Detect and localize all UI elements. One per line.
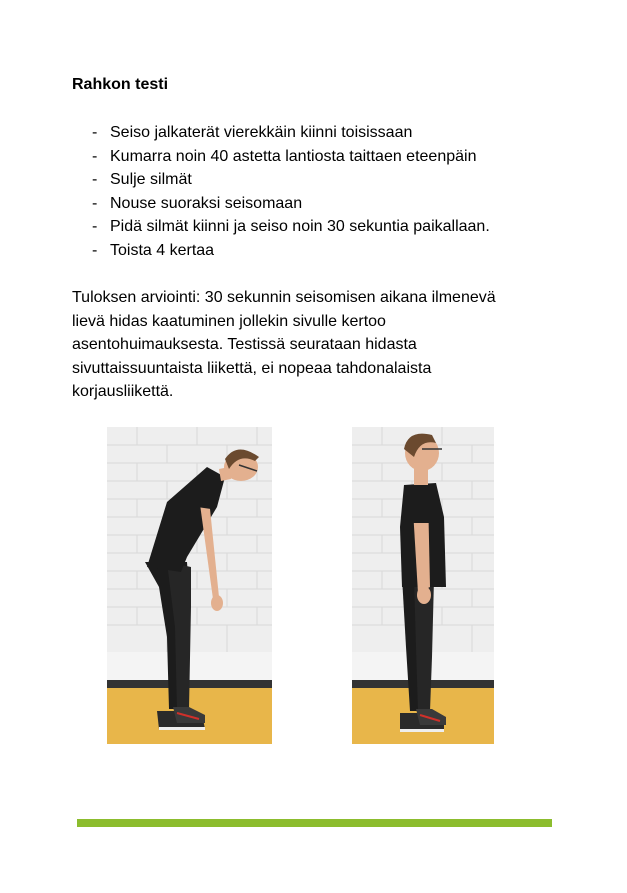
result-line: sivuttaissuuntaista liikettä, ei nopeaa tahdonalaista [72, 359, 432, 377]
result-line: korjausliikettä. [72, 383, 174, 400]
instruction-step [88, 239, 490, 263]
instruction-step [88, 121, 490, 145]
person-standing-photo [352, 427, 494, 744]
instruction-step [88, 192, 490, 216]
list-dash: - [92, 124, 98, 141]
instruction-text: Toista 4 kertaa [110, 241, 215, 259]
instruction-text: Seiso jalkaterät vierekkäin kiinni toisissaan [110, 124, 413, 141]
list-dash: - [92, 171, 98, 188]
instruction-text: Nouse suoraksi seisomaan [110, 194, 303, 212]
instruction-text: Pidä silmät kiinni ja seiso noin 30 sekuntia paikallaan. [110, 218, 490, 235]
result-paragraph [72, 286, 552, 404]
list-dash: - [92, 147, 98, 165]
instruction-step [88, 168, 490, 192]
instruction-step [88, 145, 490, 169]
page-title: Rahkon testi [72, 76, 169, 93]
instruction-step [88, 215, 490, 239]
list-dash: - [92, 241, 98, 259]
list-dash: - [92, 218, 98, 235]
instruction-list [88, 121, 490, 262]
result-line: lievä hidas kaatuminen jollekin sivulle kertoo [72, 312, 386, 330]
instruction-text: Sulje silmät [110, 171, 192, 188]
instruction-text: Kumarra noin 40 astetta lantiosta taittaen eteenpäin [110, 147, 477, 165]
result-line: asentohuimauksesta. Testissä seurataan hidasta [72, 336, 417, 353]
person-bending-photo [107, 427, 272, 744]
footer-accent-bar [77, 819, 552, 827]
result-line: Tuloksen arviointi: 30 sekunnin seisomisen aikana ilmenevä [72, 289, 496, 306]
list-dash: - [92, 194, 98, 212]
